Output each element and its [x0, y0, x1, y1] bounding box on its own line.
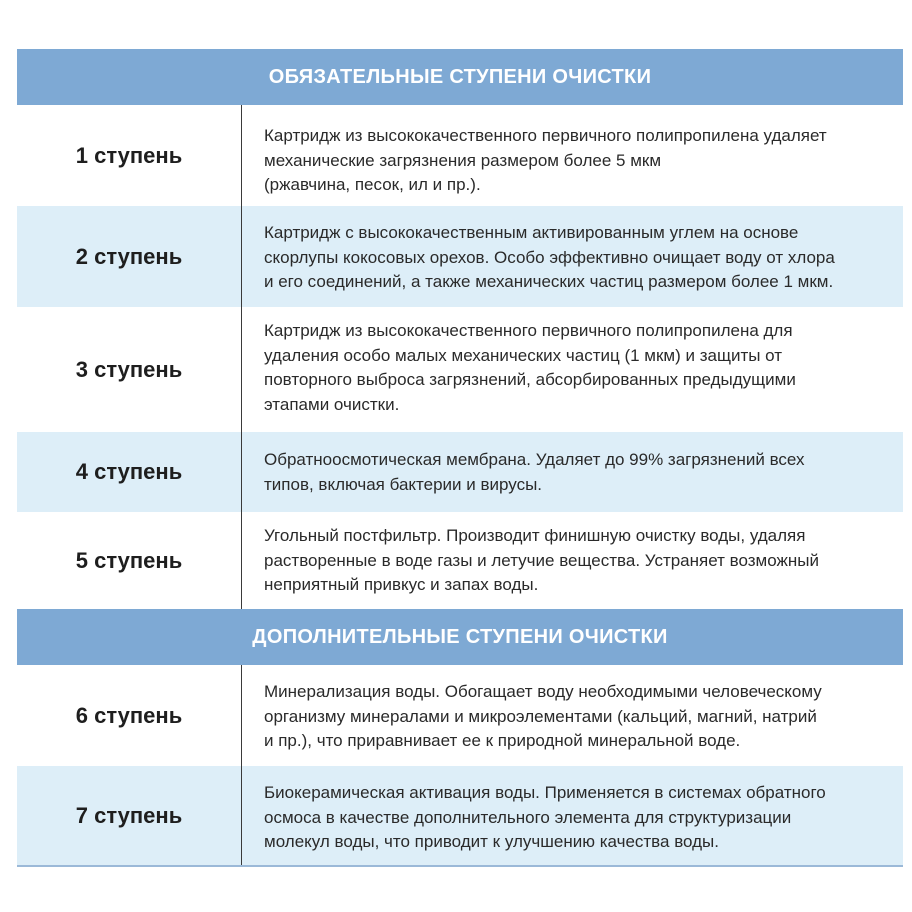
table-row — [17, 665, 903, 766]
stage-description: Биокерамическая активация воды. Применяется в системах обратного осмоса в качестве дополнительного элемента для структуризации молекул воды, что приводит к улучшению качества воды. — [264, 783, 826, 851]
stage-description: Картридж из высококачественного первичного полипропилена удаляет механические загрязнения размером более 5 мкм (ржавчина, песок, ил и пр.). — [264, 126, 827, 194]
stage-description: Картридж из высококачественного первичного полипропилена для удаления особо малых механических частиц (1 мкм) и защиты от повторного выброса загрязнений, абсорбированных предыдущими этапами очистки. — [264, 321, 796, 414]
table-bottom-rule — [17, 865, 903, 867]
stage-label: 1 ступень — [17, 105, 242, 206]
table-row — [17, 432, 903, 512]
stage-label: 2 ступень — [17, 206, 242, 307]
stage-label: 7 ступень — [17, 766, 242, 865]
table-row — [17, 206, 903, 307]
purification-stages-table — [17, 49, 903, 867]
stage-description: Минерализация воды. Обогащает воду необходимыми человеческому организму минералами и микроэлементами (кальций, магний, натрий и пр.), что приравнивает ее к природной минеральной воде. — [264, 682, 822, 750]
section-title: ДОПОЛНИТЕЛЬНЫЕ СТУПЕНИ ОЧИСТКИ — [252, 625, 668, 648]
stage-description: Угольный постфильтр. Производит финишную очистку воды, удаляя растворенные в воде газы и летучие вещества. Устраняет возможный неприятный привкус и запах воды. — [264, 526, 819, 594]
stage-label: 3 ступень — [17, 307, 242, 432]
stage-label: 5 ступень — [17, 512, 242, 609]
section-header-mandatory — [17, 49, 903, 105]
section-header-additional — [17, 609, 903, 665]
table-row — [17, 766, 903, 865]
stage-label: 4 ступень — [17, 432, 242, 512]
table-row — [17, 105, 903, 206]
table-row — [17, 512, 903, 609]
stage-label: 6 ступень — [17, 665, 242, 766]
stage-description: Картридж с высококачественным активированным углем на основе скорлупы кокосовых орехов. Особо эффективно очищает воду от хлора и его соединений, а также механических частиц размером более 1 мкм. — [264, 223, 835, 291]
section-title: ОБЯЗАТЕЛЬНЫЕ СТУПЕНИ ОЧИСТКИ — [268, 65, 652, 88]
table-row — [17, 307, 903, 432]
stage-description: Обратноосмотическая мембрана. Удаляет до 99% загрязнений всех типов, включая бактерии и вирусы. — [264, 450, 805, 494]
